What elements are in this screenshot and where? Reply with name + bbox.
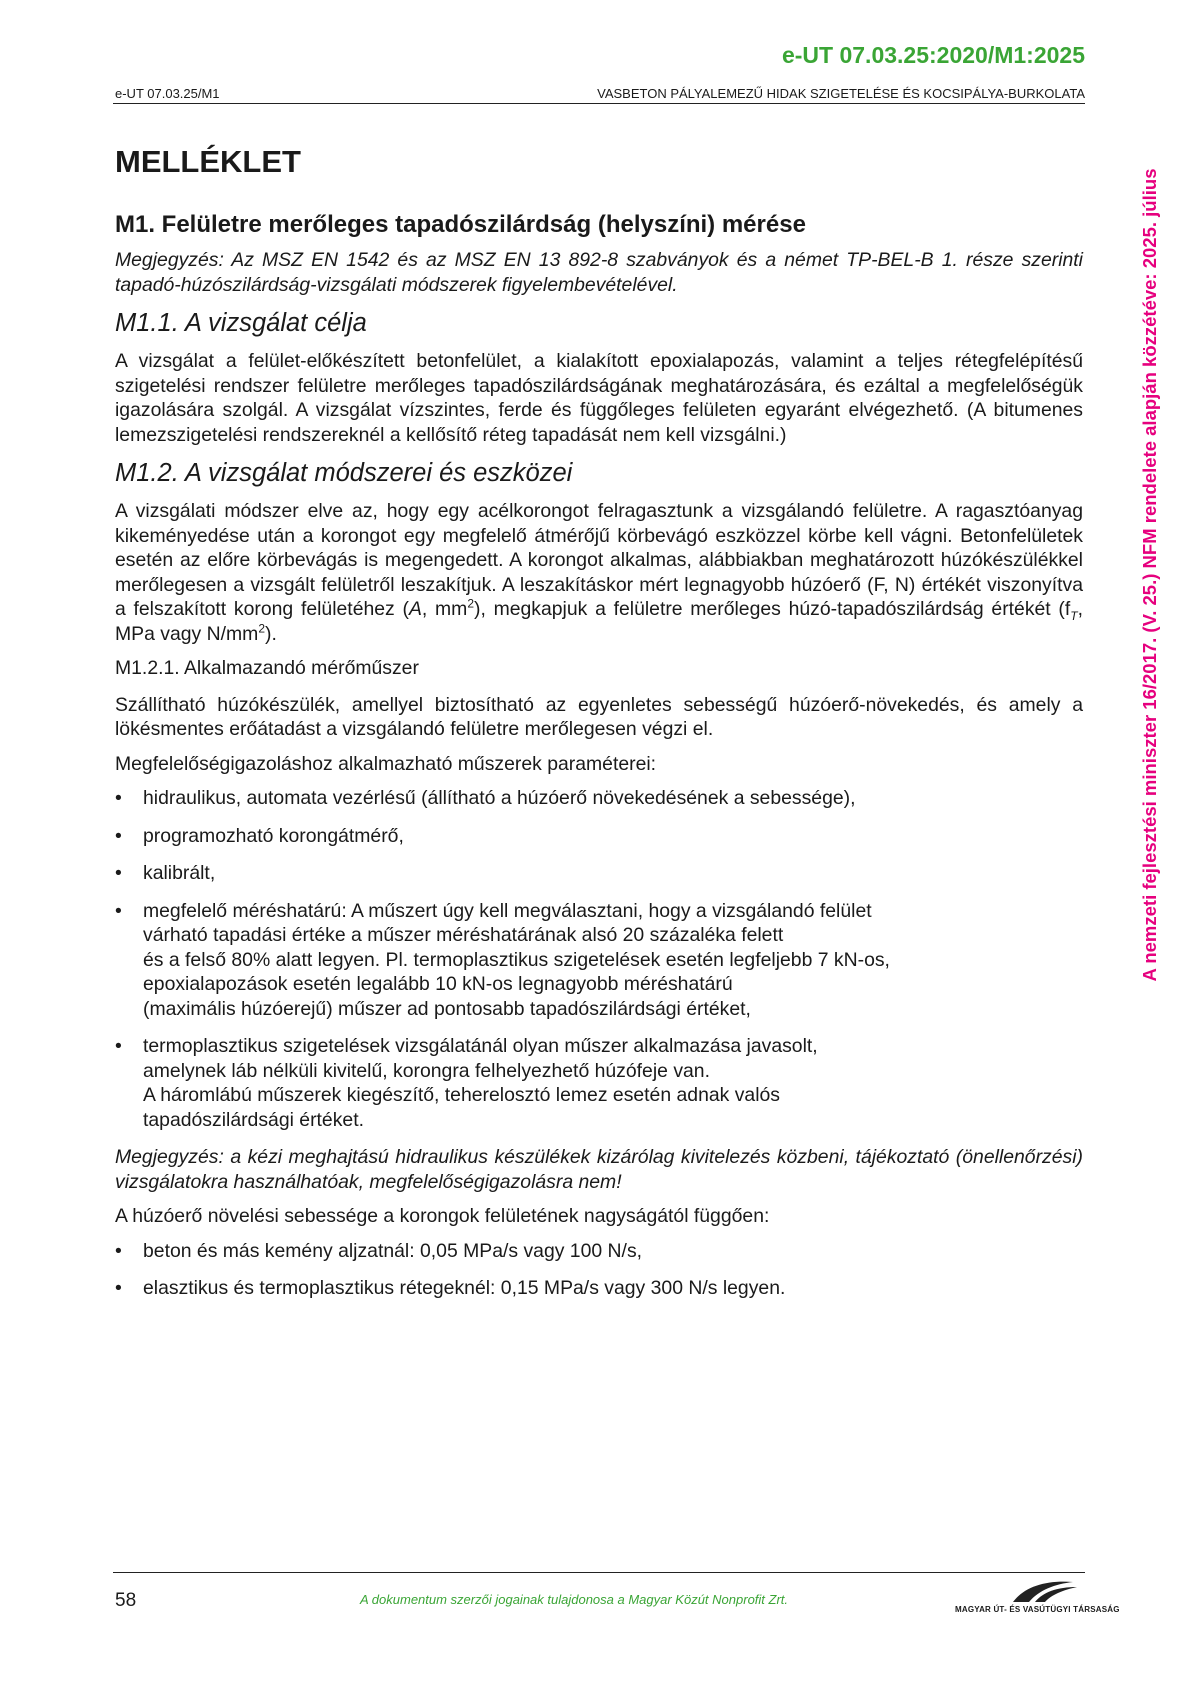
list-item: • programozható korongátmérő, bbox=[115, 824, 404, 847]
instrument-note: Megjegyzés: a kézi meghajtású hidraulikus készülékek kizárólag kivitelezés közbeni, tájékoztató (önellenőrzési) vizsgálatokra használhatóak, megfelelőségigazolásra nem! bbox=[115, 1146, 1083, 1193]
organization-logo bbox=[955, 1578, 1120, 1614]
speed-intro: A húzóerő növelési sebessége a korongok felületének nagyságától függően: bbox=[115, 1205, 770, 1227]
section-m12-text: A vizsgálati módszer elve az, hogy egy acélkorongot felragasztunk a vizsgálandó felületre. A ragasztóanyag kikeményedése után a korongot egy megfelelő átmérőjű körbevágó eszközzel körbe kell vágni. Betonfelületek esetén az előre körbevágás is megengedett. A korongot alkalmas, alábbiakban meghatározott húzókészülékkel merőlegesen a vizsgált felületről leszakítjuk. A leszakításkor mért legnagyobb húzóerő (F, N) értékét viszonyítva a felszakított korong felületéhez (A, $mm^2$), megkapjuk a felületre merőleges húzó-tapadószilárdság értékét ($f_T$, MPa vagy $N/mm^2$). bbox=[115, 500, 1083, 645]
logo-text: MAGYAR ÚT- ÉS VASÚTÜGYI TÁRSASÁG bbox=[955, 1605, 1120, 1614]
list-item: • megfelelő méréshatárú: A műszert úgy kell megválasztani, hogy a vizsgálandó felület várható tapadási értéke a műszer méréshatárának alsó 20 százaléka felett és a felső 80% alatt legyen. Pl. termoplasztikus szigetelések esetén legfeljebb 7 kN-os, epoxialapozások esetén legalább 10 kN-os legnagyobb méréshatárú (maximális húzóerejű) műszer ad pontosabb tapadószilárdsági értéket, bbox=[115, 899, 890, 1020]
header-divider bbox=[113, 103, 1085, 104]
list-item: • termoplasztikus szigetelések vizsgálatánál olyan műszer alkalmazása javasolt, amelynek láb nélküli kivitelű, korongra felhelyezhető húzófeje van. A háromlábú műszerek kiegészítő, teherelosztó lemez esetén adnak valós tapadószilárdsági értéket. bbox=[115, 1035, 818, 1131]
document-code: e-UT 07.03.25:2020/M1:2025 bbox=[781, 42, 1085, 68]
speed-list bbox=[115, 1239, 1083, 1301]
section-m12-title: M1.2. A vizsgálat módszerei és eszközei bbox=[115, 459, 573, 487]
section-m1-note: Megjegyzés: Az MSZ EN 1542 és az MSZ EN 13 892-8 szabványok és a német TP-BEL-B 1. része szerinti tapadó-húzószilárdság-vizsgálati módszerek figyelembevételével. bbox=[115, 249, 1083, 296]
section-m11-text: A vizsgálat a felület-előkészített betonfelület, a kialakított epoxialapozás, valamint a teljes rétegfelépítésű szigetelési rendszer felületre merőleges tapadószilárdságának meghatározására, és ezáltal a megfelelőségük igazolására szolgál. A vizsgálat vízszintes, ferde és függőleges felületen egyaránt elvégezhető. (A bitumenes lemezszigetelési rendszereknél a kellősítő réteg tapadását nem kell vizsgálni.) bbox=[115, 350, 1083, 446]
swoosh-icon bbox=[955, 1578, 1085, 1604]
list-item: • beton és más kemény aljzatnál: 0,05 MPa/s vagy 100 N/s, bbox=[115, 1239, 643, 1262]
list-item: • kalibrált, bbox=[115, 862, 216, 884]
params-list bbox=[115, 786, 1083, 1132]
section-m121-title: M1.2.1. Alkalmazandó mérőműszer bbox=[115, 657, 419, 679]
section-m121-text: Szállítható húzókészülék, amellyel biztosítható az egyenletes sebességű húzóerő-növekedés, és amely a lökésmentes erőátadást a vizsgálandó felületre merőlegesen végzi el. bbox=[115, 693, 1083, 740]
side-publication-note: A nemzeti fejlesztési miniszter 16/2017. (V. 25.) NFM rendelete alapján közzétéve: 2025. július bbox=[1139, 168, 1160, 982]
page-number: 58 bbox=[115, 1590, 137, 1611]
list-item: • hidraulikus, automata vezérlésű (állítható a húzóerő növekedésének a sebessége), bbox=[115, 787, 856, 809]
header-right: VASBETON PÁLYALEMEZŰ HIDAK SZIGETELÉSE ÉS KOCSIPÁLYA-BURKOLATA bbox=[597, 86, 1085, 101]
params-intro: Megfelelőségigazoláshoz alkalmazható műszerek paraméterei: bbox=[115, 752, 657, 775]
page-content bbox=[115, 140, 1083, 1314]
list-item: • elasztikus és termoplasztikus rétegeknél: 0,15 MPa/s vagy 300 N/s legyen. bbox=[115, 1277, 786, 1299]
page-title: MELLÉKLET bbox=[115, 144, 301, 179]
header-left: e-UT 07.03.25/M1 bbox=[115, 86, 220, 101]
section-m11-title: M1.1. A vizsgálat célja bbox=[115, 309, 367, 337]
footer-divider bbox=[113, 1572, 1085, 1573]
copyright-notice: A dokumentum szerzői jogainak tulajdonosa a Magyar Közút Nonprofit Zrt. bbox=[360, 1592, 789, 1607]
section-m1-title: M1. Felületre merőleges tapadószilárdság (helyszíni) mérése bbox=[115, 211, 806, 238]
